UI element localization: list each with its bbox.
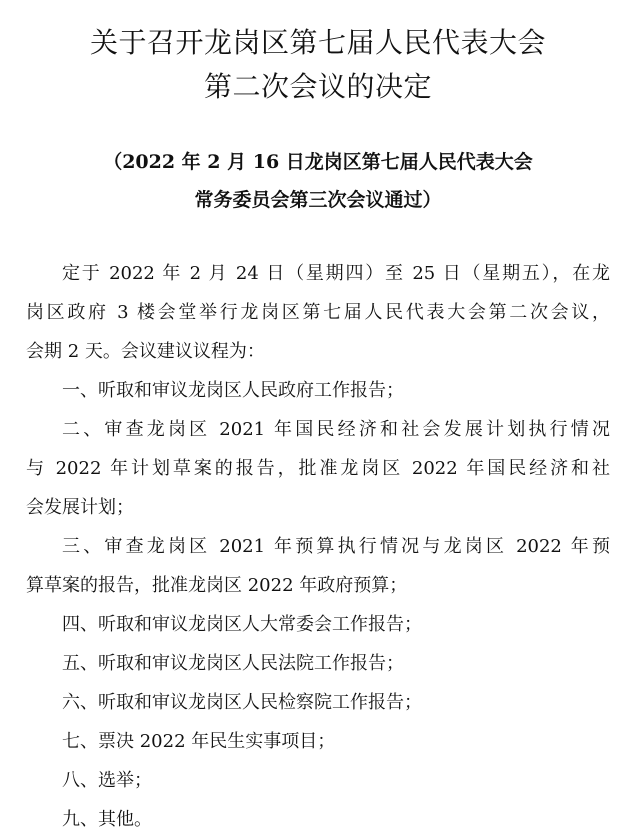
paragraph-1-line-3: 会期 2 天。会议建议议程为： [26, 341, 265, 362]
adoption-note-line-2: 常务委员会第三次会议通过） [194, 189, 442, 211]
agenda-item-8: 八、选举； [62, 770, 152, 791]
agenda-item-2-line-1: 二、审查龙岗区 2021 年国民经济和社会发展计划执行情况 [62, 419, 610, 440]
agenda-item-1: 一、听取和审议龙岗区人民政府工作报告； [62, 380, 404, 401]
agenda-item-4: 四、听取和审议龙岗区人大常委会工作报告； [62, 614, 422, 635]
paragraph-1-line-1: 定于 2022 年 2 月 24 日（星期四）至 25 日（星期五），在龙 [62, 263, 610, 284]
agenda-item-3-line-2: 算草案的报告，批准龙岗区 2022 年政府预算； [26, 575, 408, 596]
agenda-item-9: 九、其他。 [62, 809, 152, 830]
agenda-item-3-line-1: 三、审查龙岗区 2021 年预算执行情况与龙岗区 2022 年预 [62, 536, 610, 557]
agenda-item-5: 五、听取和审议龙岗区人民法院工作报告； [62, 653, 404, 674]
document-title-line-1: 关于召开龙岗区第七届人民代表大会 [89, 26, 546, 59]
agenda-item-2-line-2: 与 2022 年计划草案的报告，批准龙岗区 2022 年国民经济和社 [26, 458, 610, 479]
agenda-item-7: 七、票决 2022 年民生实事项目； [62, 731, 336, 752]
paragraph-1-line-2: 岗区政府 3 楼会堂举行龙岗区第七届人民代表大会第二次会议， [26, 302, 610, 323]
document-title-line-2: 第二次会议的决定 [203, 70, 432, 103]
agenda-item-6: 六、听取和审议龙岗区人民检察院工作报告； [62, 692, 422, 713]
agenda-item-2-line-3: 会发展计划； [26, 497, 134, 518]
adoption-note-line-1: （2022 年 2 月 16 日龙岗区第七届人民代表大会 [103, 151, 533, 173]
